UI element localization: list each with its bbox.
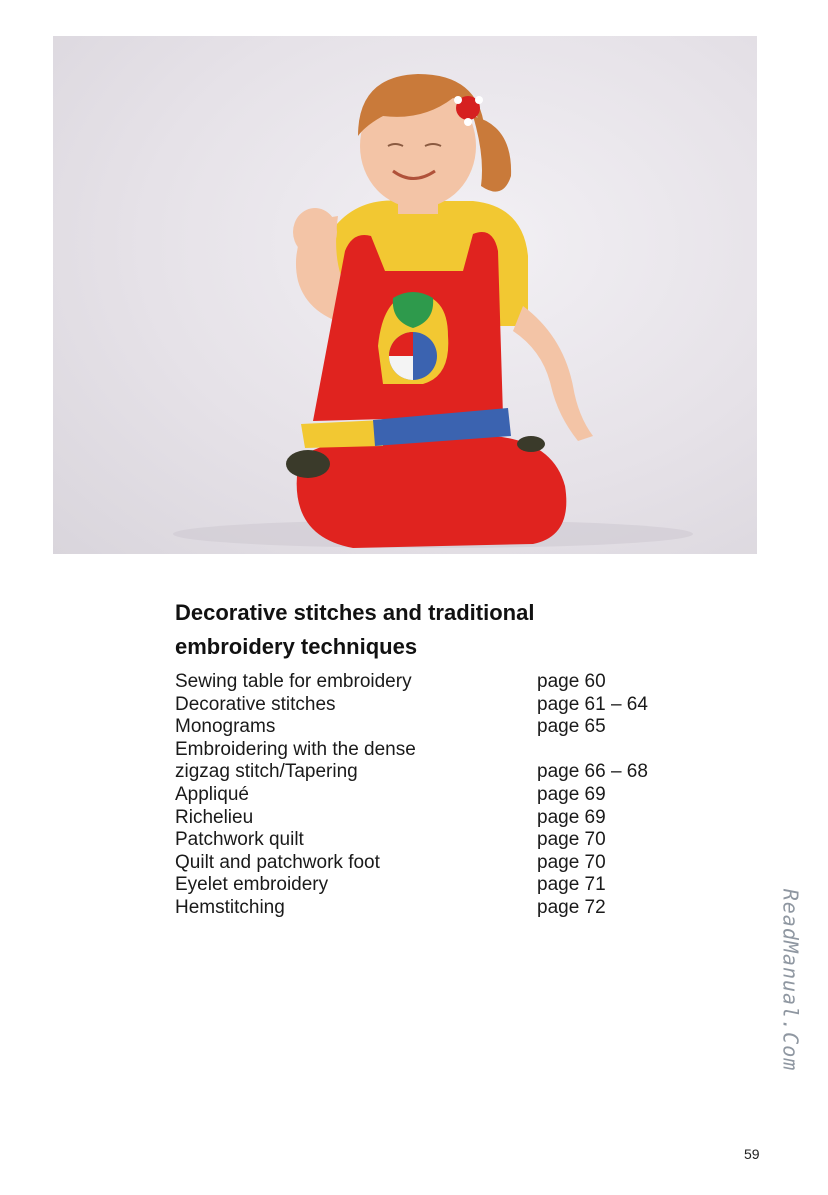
- toc-page: page 70: [537, 829, 606, 851]
- watermark: [770, 870, 810, 1090]
- toc-row: [175, 897, 695, 920]
- toc-title: Decorative stitches: [175, 693, 336, 715]
- toc-row: [175, 716, 695, 739]
- toc-title: Quilt and patchwork foot: [175, 851, 380, 873]
- table-of-contents: [175, 671, 695, 920]
- toc-row: [175, 852, 695, 875]
- toc-title: Hemstitching: [175, 896, 285, 918]
- heading-line-1: Decorative stitches and traditional: [175, 600, 535, 625]
- toc-title: Richelieu: [175, 806, 254, 828]
- toc-row: [175, 874, 695, 897]
- watermark-text: ReadManual.Com: [778, 888, 803, 1072]
- child-illustration: [53, 36, 757, 554]
- toc-row: [175, 694, 695, 717]
- toc-title: Patchwork quilt: [175, 829, 304, 851]
- toc-page: page 65: [537, 716, 606, 738]
- page-number: 59: [744, 1146, 760, 1162]
- child-photo: [53, 36, 757, 554]
- toc-page: page 60: [537, 671, 606, 692]
- toc-page: page 71: [537, 874, 606, 896]
- toc-row: [175, 829, 695, 852]
- toc-page: page 61 – 64: [537, 693, 648, 715]
- toc-title: zigzag stitch/Tapering: [175, 761, 358, 783]
- toc-title: Monograms: [175, 716, 276, 738]
- toc-title: Eyelet embroidery: [175, 874, 329, 896]
- section-heading: [175, 596, 655, 664]
- toc-row: [175, 739, 695, 762]
- toc-row: [175, 761, 695, 784]
- toc-page: page 69: [537, 783, 606, 805]
- heading-line-2: embroidery techniques: [175, 634, 418, 659]
- toc-page: page 72: [537, 896, 606, 918]
- toc-row: [175, 807, 695, 830]
- toc-title: Embroidering with the dense: [175, 738, 416, 760]
- toc-title: Appliqué: [175, 783, 249, 805]
- toc-page: page 69: [537, 806, 606, 828]
- toc-row: [175, 671, 695, 694]
- toc-title: Sewing table for embroidery: [175, 671, 412, 692]
- toc-page: page 70: [537, 851, 606, 873]
- toc-row: [175, 784, 695, 807]
- toc-page: page 66 – 68: [537, 761, 648, 783]
